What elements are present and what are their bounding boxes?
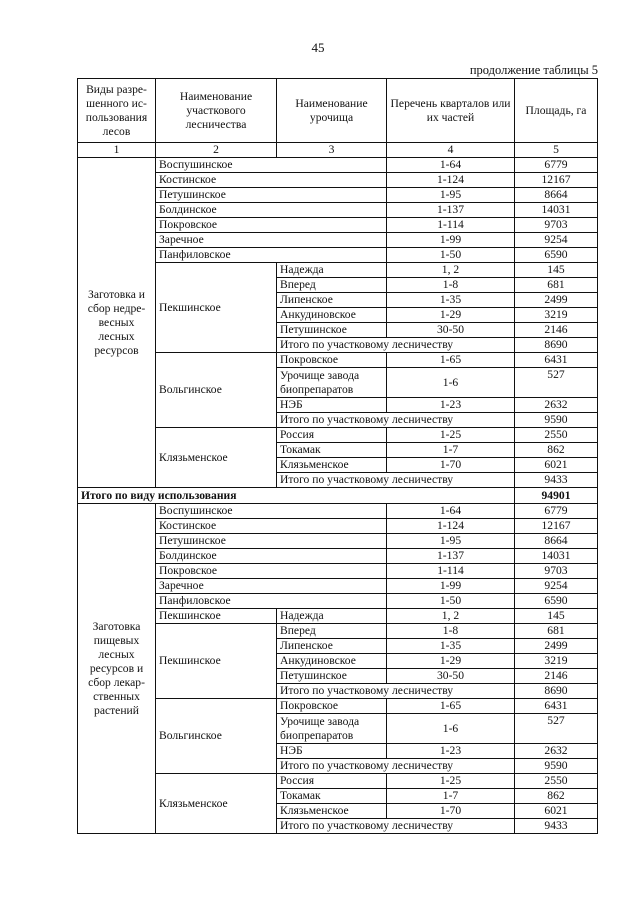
quarters-value: 1-95	[387, 534, 515, 549]
quarters-value: 1-50	[387, 248, 515, 263]
forestry-row	[78, 233, 598, 248]
column-number: 3	[277, 143, 387, 158]
tract-name: Покровское	[277, 353, 387, 368]
forestry-total-area: 9433	[515, 473, 598, 488]
forestry-name: Пекшинское	[156, 609, 277, 624]
tract-name: Клязьменское	[277, 804, 387, 819]
forestry-total-label: Итого по участковому лесничеству	[277, 759, 515, 774]
area-value: 6779	[515, 158, 598, 173]
forestry-group-name: Вольгинское	[156, 353, 277, 428]
tract-name: Анкудиновское	[277, 308, 387, 323]
quarters-value: 1-35	[387, 293, 515, 308]
tract-name: Россия	[277, 774, 387, 789]
area-value: 3219	[515, 654, 598, 669]
area-value: 6590	[515, 594, 598, 609]
tract-name: Токамак	[277, 789, 387, 804]
area-value: 2632	[515, 744, 598, 759]
area-value: 6590	[515, 248, 598, 263]
quarters-value: 1-29	[387, 308, 515, 323]
header-row	[78, 79, 598, 143]
quarters-value: 1-70	[387, 804, 515, 819]
forestry-total-label: Итого по участковому лесничеству	[277, 473, 515, 488]
tract-row	[78, 624, 598, 639]
forestry-row	[78, 549, 598, 564]
tract-name: Урочище завода биопрепаратов	[277, 714, 387, 744]
quarters-value: 1-6	[387, 368, 515, 398]
tract-row	[78, 263, 598, 278]
area-value: 14031	[515, 203, 598, 218]
area-value: 2146	[515, 323, 598, 338]
forestry-name: Панфиловское	[156, 248, 387, 263]
tract-name: Урочище завода биопрепаратов	[277, 368, 387, 398]
tract-row	[78, 428, 598, 443]
quarters-value: 1-70	[387, 458, 515, 473]
forestry-name: Петушинское	[156, 534, 387, 549]
forestry-group-name: Пекшинское	[156, 263, 277, 353]
quarters-value: 1-35	[387, 639, 515, 654]
forestry-total-label: Итого по участковому лесничеству	[277, 819, 515, 834]
quarters-value: 1, 2	[387, 263, 515, 278]
area-value: 681	[515, 624, 598, 639]
forestry-name: Болдинское	[156, 549, 387, 564]
area-value: 2550	[515, 428, 598, 443]
quarters-value: 1-8	[387, 624, 515, 639]
quarters-value: 1-137	[387, 549, 515, 564]
header-forestry: Наименование участкового лесничества	[156, 79, 277, 143]
area-value: 12167	[515, 173, 598, 188]
quarters-value: 1-114	[387, 564, 515, 579]
forestry-name: Болдинское	[156, 203, 387, 218]
area-value: 9254	[515, 579, 598, 594]
area-value: 6431	[515, 353, 598, 368]
forest-use-table	[77, 78, 598, 834]
area-value: 862	[515, 789, 598, 804]
tract-name: Петушинское	[277, 323, 387, 338]
tract-name: Надежда	[277, 263, 387, 278]
forestry-group-name: Вольгинское	[156, 699, 277, 774]
forestry-total-label: Итого по участковому лесничеству	[277, 684, 515, 699]
grand-total-row	[78, 488, 598, 504]
forestry-name: Костинское	[156, 519, 387, 534]
forestry-total-area: 9433	[515, 819, 598, 834]
column-number: 2	[156, 143, 277, 158]
quarters-value: 1-50	[387, 594, 515, 609]
header-quarters: Перечень кварталов или их частей	[387, 79, 515, 143]
area-value: 2550	[515, 774, 598, 789]
table-body	[78, 158, 598, 834]
tract-name: Вперед	[277, 624, 387, 639]
forestry-name: Панфиловское	[156, 594, 387, 609]
tract-name: Липенское	[277, 293, 387, 308]
area-value: 9703	[515, 564, 598, 579]
forestry-row	[78, 218, 598, 233]
area-value: 2499	[515, 293, 598, 308]
forestry-name: Заречное	[156, 233, 387, 248]
quarters-value: 1-99	[387, 233, 515, 248]
tract-name: Клязьменское	[277, 458, 387, 473]
grand-total-area: 94901	[515, 488, 598, 504]
forestry-name: Воспушинское	[156, 158, 387, 173]
table-caption: продолжение таблицы 5	[469, 63, 598, 77]
tract-name: НЭБ	[277, 744, 387, 759]
quarters-value: 30-50	[387, 669, 515, 684]
area-value: 2499	[515, 639, 598, 654]
tract-name: Россия	[277, 428, 387, 443]
forestry-total-area: 8690	[515, 684, 598, 699]
area-value: 6021	[515, 458, 598, 473]
quarters-value: 1-114	[387, 218, 515, 233]
area-value: 6021	[515, 804, 598, 819]
area-value: 6431	[515, 699, 598, 714]
tract-row	[78, 353, 598, 368]
header-area: Площадь, га	[515, 79, 598, 143]
tract-name: НЭБ	[277, 398, 387, 413]
area-value: 681	[515, 278, 598, 293]
column-number: 5	[515, 143, 598, 158]
forestry-group-name: Пекшинское	[156, 624, 277, 699]
column-number-row	[78, 143, 598, 158]
area-value: 6779	[515, 504, 598, 519]
quarters-value: 1-137	[387, 203, 515, 218]
forestry-name: Заречное	[156, 579, 387, 594]
forestry-row	[78, 504, 598, 519]
quarters-value: 1-29	[387, 654, 515, 669]
area-value: 12167	[515, 519, 598, 534]
grand-total-label: Итого по виду использования	[78, 488, 515, 504]
forestry-group-name: Клязьменское	[156, 428, 277, 488]
forestry-name: Покровское	[156, 564, 387, 579]
quarters-value: 1-124	[387, 173, 515, 188]
area-value: 527	[515, 368, 598, 398]
quarters-value: 1-25	[387, 428, 515, 443]
quarters-value: 1-8	[387, 278, 515, 293]
quarters-value: 1-6	[387, 714, 515, 744]
tract-name: Анкудиновское	[277, 654, 387, 669]
tract-name: Покровское	[277, 699, 387, 714]
forestry-row	[78, 519, 598, 534]
area-value: 3219	[515, 308, 598, 323]
quarters-value: 1-64	[387, 504, 515, 519]
forestry-row	[78, 188, 598, 203]
tract-row	[78, 609, 598, 624]
header-kind: Виды разре-шенного ис-пользования лесов	[78, 79, 156, 143]
area-value: 527	[515, 714, 598, 744]
header-tract: Наименование урочища	[277, 79, 387, 143]
forestry-total-area: 9590	[515, 759, 598, 774]
area-value: 14031	[515, 549, 598, 564]
area-value: 9703	[515, 218, 598, 233]
forestry-name: Костинское	[156, 173, 387, 188]
quarters-value: 1-65	[387, 353, 515, 368]
tract-name: Надежда	[277, 609, 387, 624]
forestry-name: Петушинское	[156, 188, 387, 203]
quarters-value: 1, 2	[387, 609, 515, 624]
quarters-value: 30-50	[387, 323, 515, 338]
quarters-value: 1-7	[387, 443, 515, 458]
quarters-value: 1-124	[387, 519, 515, 534]
forestry-name: Покровское	[156, 218, 387, 233]
forestry-group-name: Клязьменское	[156, 774, 277, 834]
use-kind-cell: Заготовка и сбор недре-весных лесных ресурсов	[78, 158, 156, 488]
tract-name: Вперед	[277, 278, 387, 293]
forestry-total-area: 9590	[515, 413, 598, 428]
tract-name: Петушинское	[277, 669, 387, 684]
quarters-value: 1-25	[387, 774, 515, 789]
quarters-value: 1-64	[387, 158, 515, 173]
forestry-total-area: 8690	[515, 338, 598, 353]
tract-row	[78, 774, 598, 789]
forestry-row	[78, 248, 598, 263]
area-value: 145	[515, 609, 598, 624]
forestry-total-label: Итого по участковому лесничеству	[277, 338, 515, 353]
quarters-value: 1-99	[387, 579, 515, 594]
forestry-row	[78, 534, 598, 549]
column-number: 4	[387, 143, 515, 158]
tract-row	[78, 699, 598, 714]
forestry-total-label: Итого по участковому лесничеству	[277, 413, 515, 428]
area-value: 2632	[515, 398, 598, 413]
forestry-row	[78, 203, 598, 218]
quarters-value: 1-23	[387, 744, 515, 759]
area-value: 145	[515, 263, 598, 278]
forestry-row	[78, 173, 598, 188]
forestry-row	[78, 579, 598, 594]
forestry-row	[78, 158, 598, 173]
quarters-value: 1-95	[387, 188, 515, 203]
column-number: 1	[78, 143, 156, 158]
use-kind-cell: Заготовка пищевых лесных ресурсов и сбор лекар-ственных растений	[78, 504, 156, 834]
forestry-row	[78, 594, 598, 609]
forestry-row	[78, 564, 598, 579]
area-value: 8664	[515, 188, 598, 203]
forestry-name: Воспушинское	[156, 504, 387, 519]
area-value: 8664	[515, 534, 598, 549]
area-value: 9254	[515, 233, 598, 248]
page-number: 45	[311, 40, 325, 55]
tract-name: Липенское	[277, 639, 387, 654]
quarters-value: 1-65	[387, 699, 515, 714]
area-value: 2146	[515, 669, 598, 684]
tract-name: Токамак	[277, 443, 387, 458]
area-value: 862	[515, 443, 598, 458]
quarters-value: 1-23	[387, 398, 515, 413]
quarters-value: 1-7	[387, 789, 515, 804]
